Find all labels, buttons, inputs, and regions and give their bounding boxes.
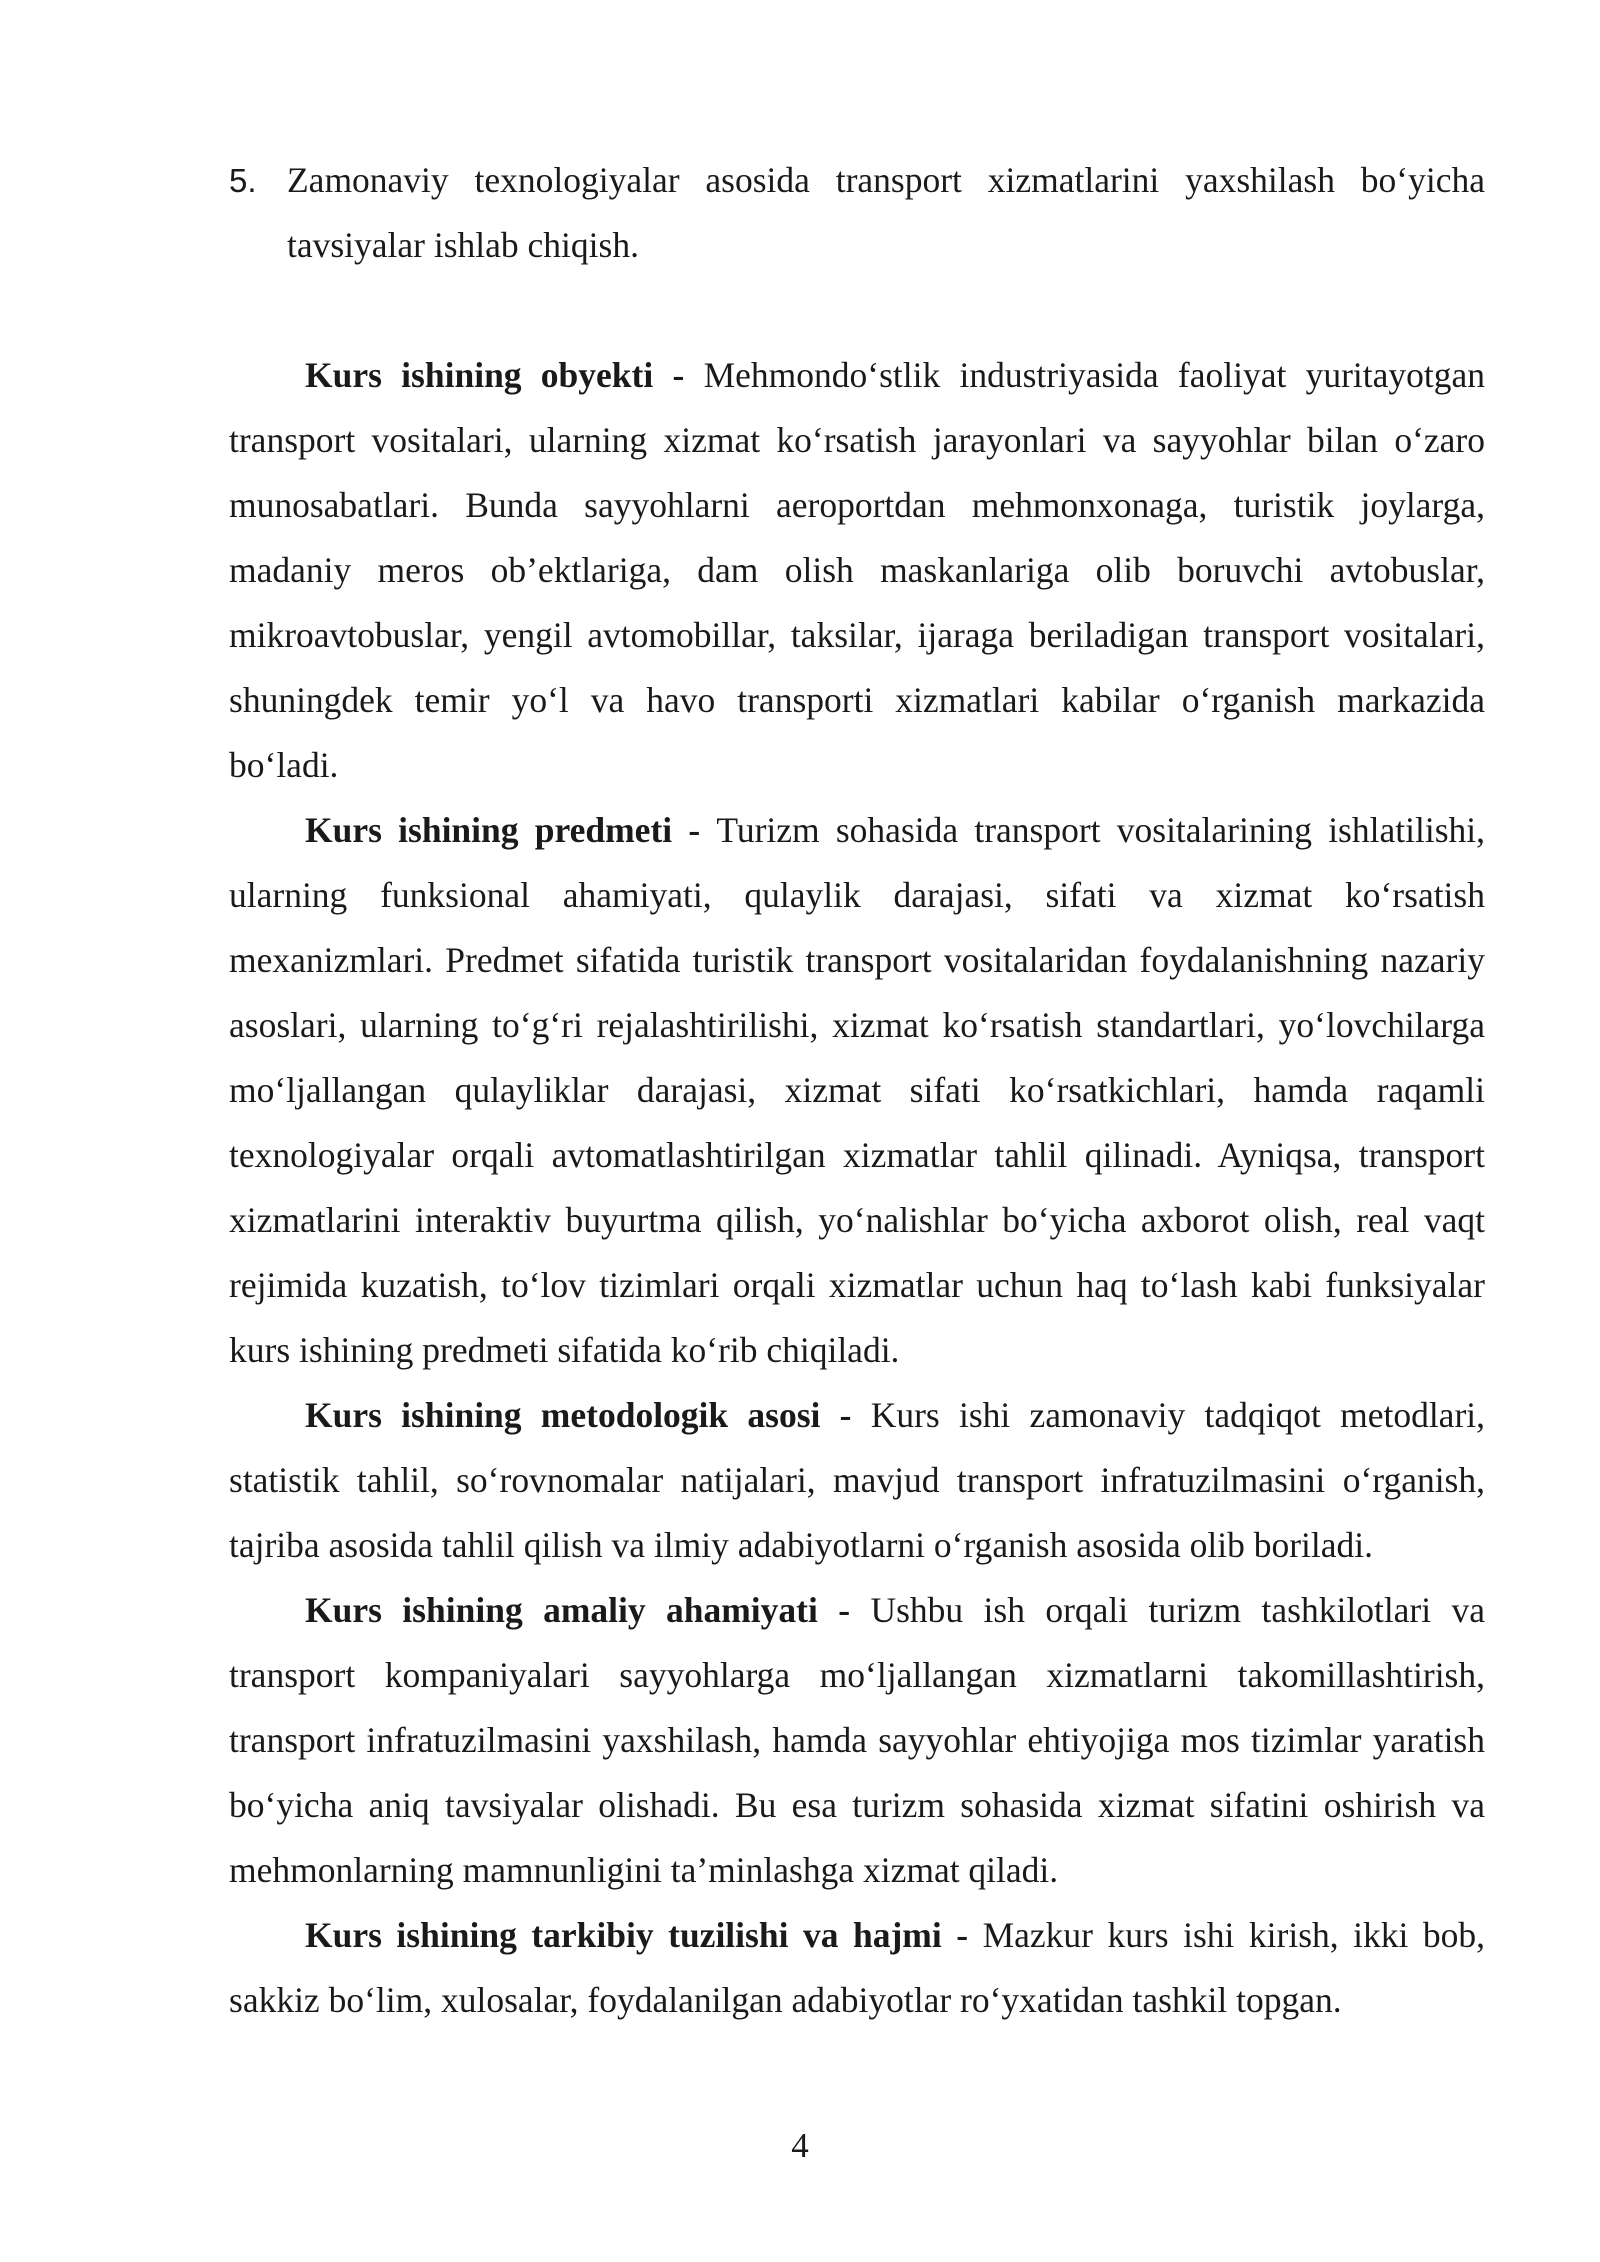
list-item bbox=[229, 148, 1485, 278]
paragraph-metodologik-asosi bbox=[229, 1383, 1485, 1578]
title-separator: - bbox=[941, 1915, 983, 1955]
page-content bbox=[229, 148, 1485, 2033]
paragraph-predmeti bbox=[229, 798, 1485, 1383]
title-separator: - bbox=[817, 1590, 871, 1630]
paragraph-body: Kurs ishi zamonaviy tadqiqot metodlari, statistik tahlil, so‘rovnomalar natijalari, mavjud transport infratuzilmasini o‘rganish, tajriba asosida tahlil qilish va ilmiy adabiyotlarni o‘rganish asosida olib boriladi. bbox=[229, 1395, 1486, 1565]
paragraph-body: Mehmondo‘stlik industriyasida faoliyat yuritayotgan transport vositalari, ularning xizmat ko‘rsatish jarayonlari va sayyohlar bilan o‘zaro munosabatlari. Bunda sayyohlarni aeroportdan mehmonxonaga, turistik joylarga, madaniy meros ob’ektlariga, dam olish maskanlariga olib boruvchi avtobuslar, mikroavtobuslar, yengil avtomobillar, taksilar, ijaraga beriladigan transport vositalari, shuningdek temir yo‘l va havo transporti xizmatlari kabilar o‘rganish markazida bo‘ladi. bbox=[229, 355, 1485, 785]
paragraph-body: Turizm sohasida transport vositalarining ishlatilishi, ularning funksional ahamiyati, qulaylik darajasi, sifati va xizmat ko‘rsatish mexanizmlari. Predmet sifatida turistik transport vositalaridan foydalanishning nazariy asoslari, ularning to‘g‘ri rejalashtirilishi, xizmat ko‘rsatish standartlari, yo‘lovchilarga mo‘ljallangan qulayliklar darajasi, xizmat sifati ko‘rsatkichlari, hamda raqamli texnologiyalar orqali avtomatlashtirilgan xizmatlar tahlil qilinadi. Ayniqsa, transport xizmatlarini interaktiv buyurtma qilish, yo‘nalishlar bo‘yicha axborot olish, real vaqt rejimida kuzatish, to‘lov tizimlari orqali xizmatlar uchun haq to‘lash kabi funksiyalar kurs ishining predmeti sifatida ko‘rib chiqiladi. bbox=[229, 810, 1485, 1370]
paragraph-body: Mazkur kurs ishi kirish, ikki bob, sakkiz bo‘lim, xulosalar, foydalanilgan adabiyotlar ro‘yxatidan tashkil topgan. bbox=[229, 1915, 1486, 2020]
paragraph-title: Kurs ishining predmeti bbox=[305, 810, 673, 850]
list-number: 5. bbox=[229, 162, 257, 199]
paragraph-amaliy-ahamiyati bbox=[229, 1578, 1485, 1903]
paragraph-title: Kurs ishining tarkibiy tuzilishi va hajmi bbox=[305, 1915, 942, 1955]
title-separator: - bbox=[820, 1395, 871, 1435]
list-text: Zamonaviy texnologiyalar asosida transport xizmatlarini yaxshilash bo‘yicha tavsiyalar ishlab chiqish. bbox=[287, 160, 1485, 265]
paragraph-title: Kurs ishining amaliy ahamiyati bbox=[305, 1590, 818, 1630]
paragraph-title: Kurs ishining metodologik asosi bbox=[305, 1395, 821, 1435]
paragraph-tarkibiy-tuzilishi bbox=[229, 1903, 1485, 2033]
title-separator: - bbox=[672, 810, 717, 850]
paragraph-obyekti bbox=[229, 343, 1485, 798]
page-number: 4 bbox=[791, 2126, 809, 2165]
paragraph-body: Ushbu ish orqali turizm tashkilotlari va transport kompaniyalari sayyohlarga mo‘ljallangan xizmatlarni takomillashtirish, transport infratuzilmasini yaxshilash, hamda sayyohlar ehtiyojiga mos tizimlar yaratish bo‘yicha aniq tavsiyalar olishadi. Bu esa turizm sohasida xizmat sifatini oshirish va mehmonlarning mamnunligini ta’minlashga xizmat qiladi. bbox=[229, 1590, 1485, 1890]
paragraph-title: Kurs ishining obyekti bbox=[305, 355, 654, 395]
title-separator: - bbox=[653, 355, 704, 395]
